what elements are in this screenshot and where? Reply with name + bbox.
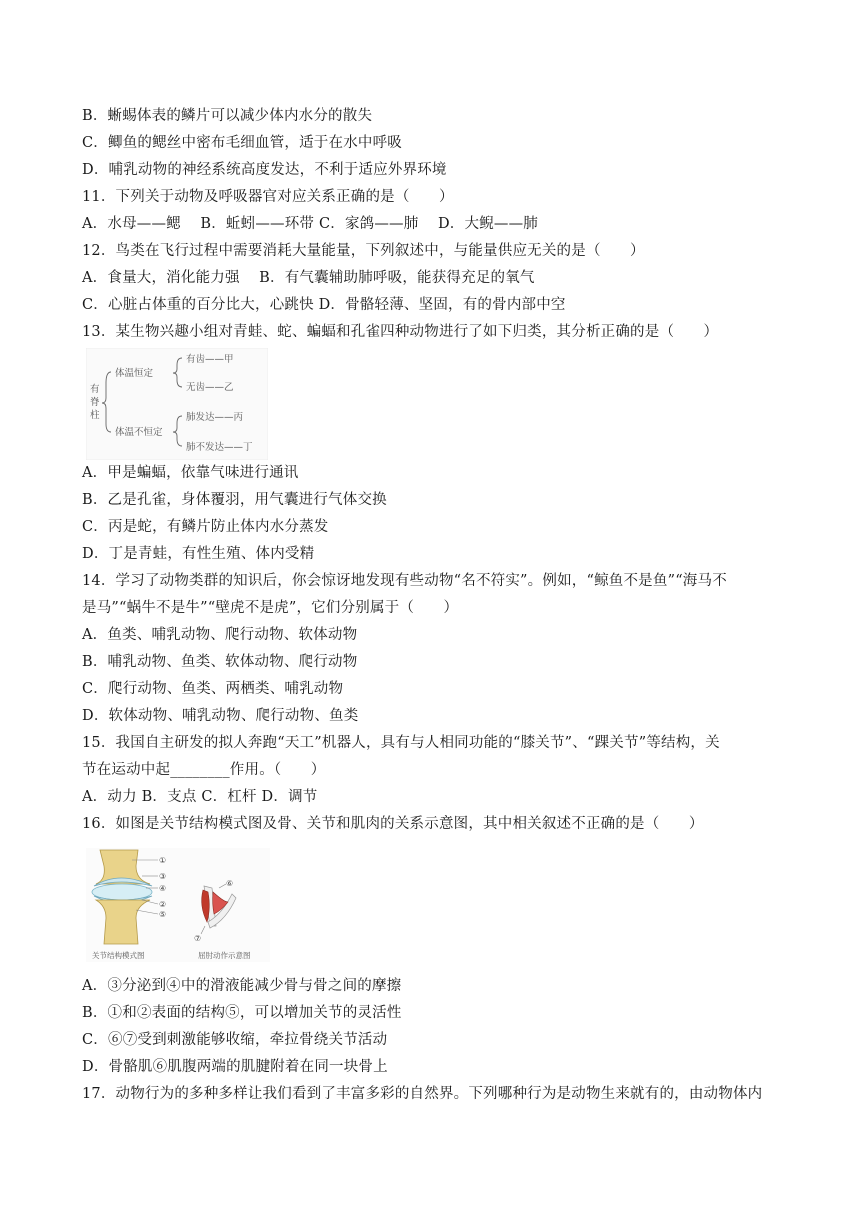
- text-line: C．鲫鱼的鳃丝中密布毛细血管，适于在水中呼吸: [82, 135, 402, 151]
- label-4: ④: [159, 884, 167, 893]
- option-d: D．骨骼肌⑥肌腹两端的肌腱附着在同一块骨上: [82, 1059, 388, 1075]
- option-a: A．③分泌到④中的滑液能减少骨与骨之间的摩擦: [82, 978, 402, 994]
- diagram-branch-2: 体温不恒定: [115, 427, 163, 438]
- diagram-leaf-2: 无齿——乙: [186, 382, 234, 393]
- question-13: 13．某生物兴趣小组对青蛙、蛇、蝙蝠和孔雀四种动物进行了如下归类，其分析正确的是（ ）: [82, 324, 719, 340]
- classification-diagram: [86, 348, 268, 460]
- option-c: C．爬行动物、鱼类、两栖类、哺乳动物: [82, 681, 344, 697]
- text-line: A．动力 B．支点 C．杠杆 D．调节: [82, 789, 318, 805]
- text-line: A．水母——鳃 B．蚯蚓——环带 C．家鸽——肺 D．大鲵——肺: [82, 216, 538, 232]
- option-d: D．软体动物、哺乳动物、爬行动物、鱼类: [82, 708, 359, 724]
- caption-elbow-flexion: 屈肘动作示意图: [198, 951, 251, 960]
- question-14: 14．学习了动物类群的知识后，你会惊讶地发现有些动物“名不符实”。例如，“鲸鱼不是鱼”“海马不: [82, 573, 727, 589]
- option-c: C．⑥⑦受到刺激能够收缩，牵拉骨绕关节活动: [82, 1032, 388, 1048]
- label-1: ①: [159, 856, 167, 865]
- text-line: 是马”“蜗牛不是牛”“壁虎不是虎”，它们分别属于（ ）: [82, 600, 459, 616]
- question-16: 16．如图是关节结构模式图及骨、关节和肌肉的关系示意图，其中相关叙述不正确的是（ ）: [82, 816, 704, 832]
- label-5: ⑤: [159, 910, 167, 919]
- question-17: 17．动物行为的多种多样让我们看到了丰富多彩的自然界。下列哪种行为是动物生来就有的，由动物体内: [82, 1086, 763, 1102]
- text-line: D．哺乳动物的神经系统高度发达，不利于适应外界环境: [82, 162, 447, 178]
- label-6: ⑥: [226, 879, 234, 888]
- text-line: A．食量大，消化能力强 B．有气囊辅助肺呼吸，能获得充足的氧气: [82, 270, 535, 286]
- diagram-root: 有脊柱: [90, 384, 100, 421]
- caption-joint-structure: 关节结构模式图: [92, 951, 145, 960]
- option-b: B．哺乳动物、鱼类、软体动物、爬行动物: [82, 654, 358, 670]
- option-d: D．丁是青蛙，有性生殖、体内受精: [82, 546, 315, 562]
- label-2: ②: [159, 900, 167, 909]
- diagram-leaf-4: 肺不发达——丁: [186, 442, 253, 453]
- joint-figure: [86, 848, 270, 962]
- label-3: ③: [159, 872, 167, 881]
- question-15: 15．我国自主研发的拟人奔跑“天工”机器人，具有与人相同功能的“膝关节”、“踝关节”等结构，关: [82, 735, 720, 751]
- text-line: C．心脏占体重的百分比大，心跳快 D．骨骼轻薄、坚固，有的骨内部中空: [82, 297, 566, 313]
- diagram-leaf-1: 有齿——甲: [186, 354, 234, 365]
- text-line: 节在运动中起________作用。（ ）: [82, 762, 326, 778]
- question-11: 11．下列关于动物及呼吸器官对应关系正确的是（ ）: [82, 189, 454, 205]
- option-b: B．①和②表面的结构⑤，可以增加关节的灵活性: [82, 1005, 402, 1021]
- option-a: A．鱼类、哺乳动物、爬行动物、软体动物: [82, 627, 358, 643]
- option-c: C．丙是蛇，有鳞片防止体内水分蒸发: [82, 519, 329, 535]
- question-12: 12．鸟类在飞行过程中需要消耗大量能量，下列叙述中，与能量供应无关的是（ ）: [82, 243, 645, 259]
- diagram-leaf-3: 肺发达——丙: [186, 412, 244, 423]
- diagram-branch-1: 体温恒定: [115, 368, 154, 379]
- text-line: B．蜥蜴体表的鳞片可以减少体内水分的散失: [82, 108, 373, 124]
- label-7: ⑦: [194, 934, 202, 943]
- option-a: A．甲是蝙蝠，依靠气味进行通讯: [82, 465, 299, 481]
- option-b: B．乙是孔雀，身体覆羽，用气囊进行气体交换: [82, 492, 387, 508]
